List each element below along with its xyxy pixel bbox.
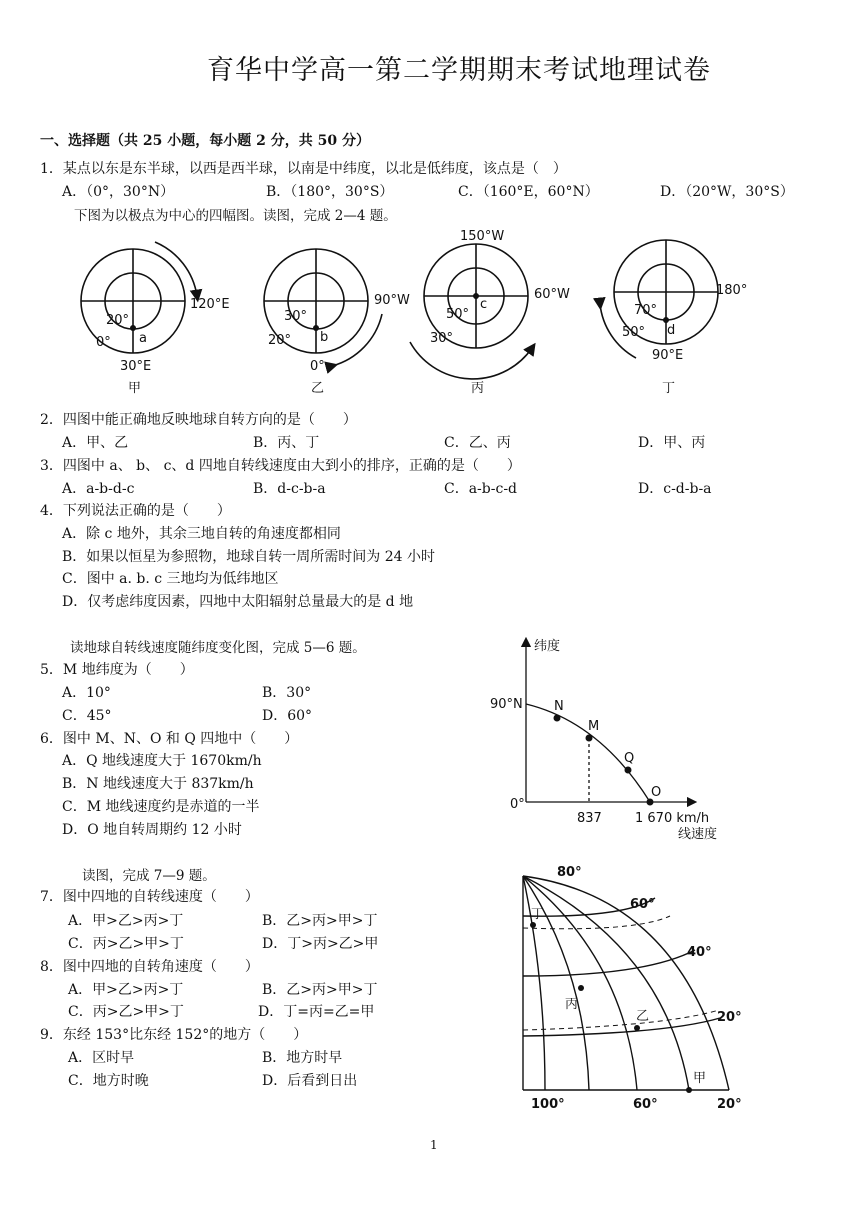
q2-option-a: A．甲、乙 xyxy=(62,435,129,451)
map-lon-60: 60° xyxy=(633,1097,658,1112)
point-b xyxy=(313,325,319,331)
point-n xyxy=(554,715,561,722)
point-m xyxy=(586,735,593,742)
q6-option-c: C．M 地线速度约是赤道的一半 xyxy=(62,799,260,815)
yi-lon-right: 90°W xyxy=(374,293,410,308)
jia-point-label: a xyxy=(139,331,147,346)
bing-lon-top: 150°W xyxy=(460,229,505,244)
map-lat-20: 20° xyxy=(717,1010,742,1025)
q4-option-b: B．如果以恒星为参照物，地球自转一周所需时间为 24 小时 xyxy=(62,549,436,565)
q5-option-c: C．45° xyxy=(62,708,112,724)
label-m: M xyxy=(588,719,600,734)
question-1-stem: 1．某点以东是东半球，以西是西半球，以南是中纬度，以北是低纬度，该点是（ ） xyxy=(40,161,567,177)
q1-option-d: D．（20°W，30°S） xyxy=(660,184,794,200)
x-mid-label: 837 xyxy=(577,811,602,826)
bing-lon-right: 60°W xyxy=(534,287,570,302)
q8-option-a: A．甲>乙>丙>丁 xyxy=(68,982,184,998)
q6-option-d: D．O 地自转周期约 12 小时 xyxy=(62,822,242,838)
chart-xlabel: 线速度 xyxy=(678,827,718,842)
q9-option-a: A．区时早 xyxy=(68,1050,135,1066)
polar-diagrams xyxy=(70,224,790,400)
polar-bing xyxy=(410,244,532,379)
q2-option-b: B．丙、丁 xyxy=(253,435,320,451)
yi-point-label: b xyxy=(320,330,329,345)
q7-option-d: D．丁>丙>乙>甲 xyxy=(262,936,379,952)
map-point-jia xyxy=(686,1087,692,1093)
bing-point-label: c xyxy=(480,297,488,312)
q7-option-c: C．丙>乙>甲>丁 xyxy=(68,936,184,952)
ding-lat-out: 50° xyxy=(622,325,646,340)
map-lon-20: 20° xyxy=(717,1097,742,1112)
yi-lon-bottom: 0° xyxy=(310,359,325,374)
label-q: Q xyxy=(624,751,635,766)
ding-lat-in: 70° xyxy=(634,303,658,318)
question-5-stem: 5．M 地纬度为（ ） xyxy=(40,662,194,678)
question-4-stem: 4．下列说法正确的是（ ） xyxy=(40,503,231,519)
q8-option-d: D．丁=丙=乙=甲 xyxy=(258,1004,375,1020)
ding-point-label: d xyxy=(667,323,676,338)
q1-option-c: C．（160°E，60°N） xyxy=(458,184,599,200)
q5-option-a: A．10° xyxy=(62,685,111,701)
map-label-yi: 乙 xyxy=(636,1009,650,1024)
intro-7-9: 读图，完成 7—9 题。 xyxy=(82,868,216,884)
map-point-bing xyxy=(578,985,584,991)
question-3-stem: 3．四图中 a、 b、 c、d 四地自转线速度由大到小的排序，正确的是（ ） xyxy=(40,458,521,474)
question-6-stem: 6．图中 M、N、O 和 Q 四地中（ ） xyxy=(40,731,299,747)
intro-2-4: 下图为以极点为中心的四幅图。读图，完成 2—4 题。 xyxy=(74,208,397,224)
jia-lon-bottom: 30°E xyxy=(120,359,152,374)
q3-option-c: C．a-b-c-d xyxy=(444,481,518,497)
q9-option-c: C．地方时晚 xyxy=(68,1073,149,1089)
q2-option-d: D．甲、丙 xyxy=(638,435,706,451)
point-c xyxy=(473,293,479,299)
question-8-stem: 8．图中四地的自转角速度（ ） xyxy=(40,959,259,975)
yi-lat-in: 30° xyxy=(284,309,308,324)
map-lat-40: 40° xyxy=(687,945,712,960)
q3-option-b: B．d-c-b-a xyxy=(253,481,326,497)
graticule-map xyxy=(505,858,765,1114)
map-point-yi xyxy=(634,1025,640,1031)
ding-name: 丁 xyxy=(662,381,676,396)
page-title: 育华中学高一第二学期期末考试地理试卷 xyxy=(207,55,711,86)
ding-lon-bottom: 90°E xyxy=(652,348,684,363)
yi-lat-out: 20° xyxy=(268,333,292,348)
q8-option-b: B．乙>丙>甲>丁 xyxy=(262,982,378,998)
jia-lat-out: 0° xyxy=(96,335,111,350)
label-n: N xyxy=(554,699,564,714)
map-label-bing: 丙 xyxy=(565,997,579,1012)
y-top-label: 90°N xyxy=(490,697,523,712)
jia-name: 甲 xyxy=(128,381,142,396)
polar-yi xyxy=(264,249,382,366)
q6-option-b: B．N 地线速度大于 837km/h xyxy=(62,776,254,792)
page-number: 1 xyxy=(430,1138,438,1152)
jia-lat-in: 20° xyxy=(106,313,130,328)
question-7-stem: 7．图中四地的自转线速度（ ） xyxy=(40,889,259,905)
jia-lon-right: 120°E xyxy=(190,297,230,312)
question-9-stem: 9．东经 153°比东经 152°的地方（ ） xyxy=(40,1027,308,1043)
speed-latitude-chart xyxy=(480,632,730,844)
q8-option-c: C．丙>乙>甲>丁 xyxy=(68,1004,184,1020)
point-a xyxy=(130,325,136,331)
label-o: O xyxy=(651,785,662,800)
q2-option-c: C．乙、丙 xyxy=(444,435,511,451)
q4-option-c: C．图中 a. b. c 三地均为低纬地区 xyxy=(62,571,279,587)
map-lat-80: 80° xyxy=(557,865,582,880)
q3-option-d: D．c-d-b-a xyxy=(638,481,712,497)
q5-option-d: D．60° xyxy=(262,708,313,724)
map-point-ding xyxy=(530,922,536,928)
map-label-ding: 丁 xyxy=(531,907,545,922)
q7-option-b: B．乙>丙>甲>丁 xyxy=(262,913,378,929)
bing-lat-in: 50° xyxy=(446,307,470,322)
intro-5-6: 读地球自转线速度随纬度变化图，完成 5—6 题。 xyxy=(70,640,366,656)
bing-name: 丙 xyxy=(471,381,485,396)
x-end-label: 1 670 km/h xyxy=(635,811,710,826)
q4-option-d: D．仅考虑纬度因素，四地中太阳辐射总量最大的是 d 地 xyxy=(62,594,414,610)
q9-option-d: D．后看到日出 xyxy=(262,1073,358,1089)
map-lon-100: 100° xyxy=(531,1097,565,1112)
yi-name: 乙 xyxy=(311,381,325,396)
chart-ylabel: 纬度 xyxy=(534,639,561,654)
q9-option-b: B．地方时早 xyxy=(262,1050,343,1066)
bing-lat-out: 30° xyxy=(430,331,454,346)
section-heading: 一、选择题（共 25 小题，每小题 2 分，共 50 分） xyxy=(40,133,370,149)
q5-option-b: B．30° xyxy=(262,685,312,701)
q3-option-a: A．a-b-d-c xyxy=(62,481,135,497)
map-label-jia: 甲 xyxy=(693,1071,707,1086)
point-q xyxy=(625,767,632,774)
q1-option-a: A．（0°，30°N） xyxy=(62,184,175,200)
q6-option-a: A．Q 地线速度大于 1670km/h xyxy=(62,753,262,769)
q4-option-a: A．除 c 地外，其余三地自转的角速度都相同 xyxy=(62,526,341,542)
polar-ding xyxy=(600,240,718,358)
ding-lon-right: 180° xyxy=(716,283,748,298)
y-origin-label: 0° xyxy=(510,797,525,812)
q7-option-a: A．甲>乙>丙>丁 xyxy=(68,913,184,929)
q1-option-b: B．（180°，30°S） xyxy=(266,184,394,200)
question-2-stem: 2．四图中能正确地反映地球自转方向的是（ ） xyxy=(40,412,357,428)
map-lat-60: 60° xyxy=(630,897,655,912)
